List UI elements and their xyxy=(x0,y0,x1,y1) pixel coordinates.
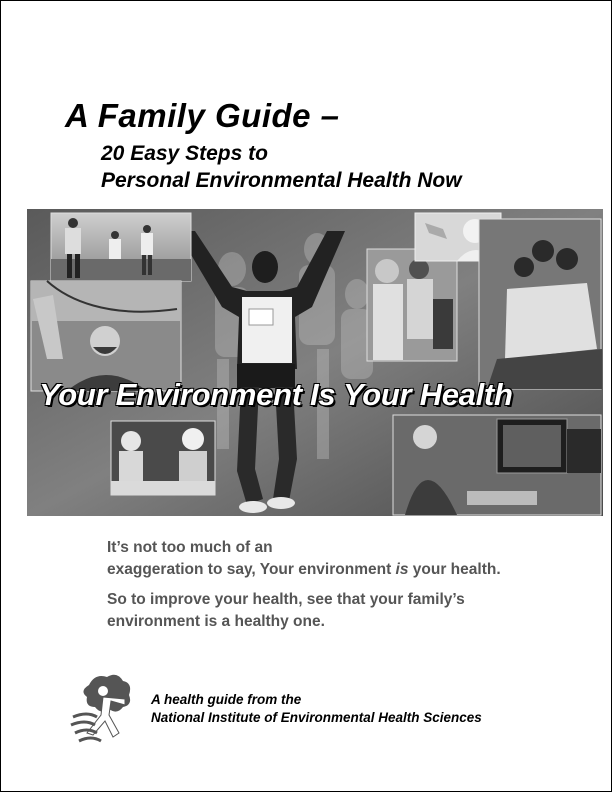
scientist-photo xyxy=(31,281,181,391)
title-main: A Family Guide – xyxy=(65,97,340,134)
credit-text xyxy=(151,691,482,727)
collage-banner: Your Environment Is Your Health xyxy=(39,377,513,412)
photo-collage xyxy=(27,209,603,516)
para1-line2-post: your health. xyxy=(408,561,501,578)
cover-title xyxy=(65,97,340,135)
computer-worker-photo xyxy=(393,415,601,515)
family-portrait-photo xyxy=(479,219,602,389)
subtitle-line-2: Personal Environmental Health Now xyxy=(101,169,462,192)
intro-paragraph-1 xyxy=(107,537,587,581)
niehs-logo-icon xyxy=(67,671,137,747)
lab-workers-photo xyxy=(367,249,457,361)
cover-subtitle xyxy=(101,140,462,194)
para1-emphasis: is xyxy=(395,561,409,578)
intro-paragraph-2 xyxy=(107,589,587,633)
family-walk-photo xyxy=(51,213,191,281)
para1-line2-pre: exaggeration to say, Your environment xyxy=(107,561,396,578)
subtitle-line-1: 20 Easy Steps to xyxy=(101,142,268,165)
collage-graphics xyxy=(27,209,603,516)
credit-line-1: A health guide from the xyxy=(151,692,302,707)
para1-line1: It’s not too much of an xyxy=(107,539,273,556)
intro-text xyxy=(107,537,587,641)
para2-line1: So to improve your health, see that your family’s xyxy=(107,591,465,608)
credit-line-2: National Institute of Environmental Health Sciences xyxy=(151,710,482,725)
para2-line2: environment is a healthy one. xyxy=(107,613,325,630)
seniors-photo xyxy=(111,421,215,495)
